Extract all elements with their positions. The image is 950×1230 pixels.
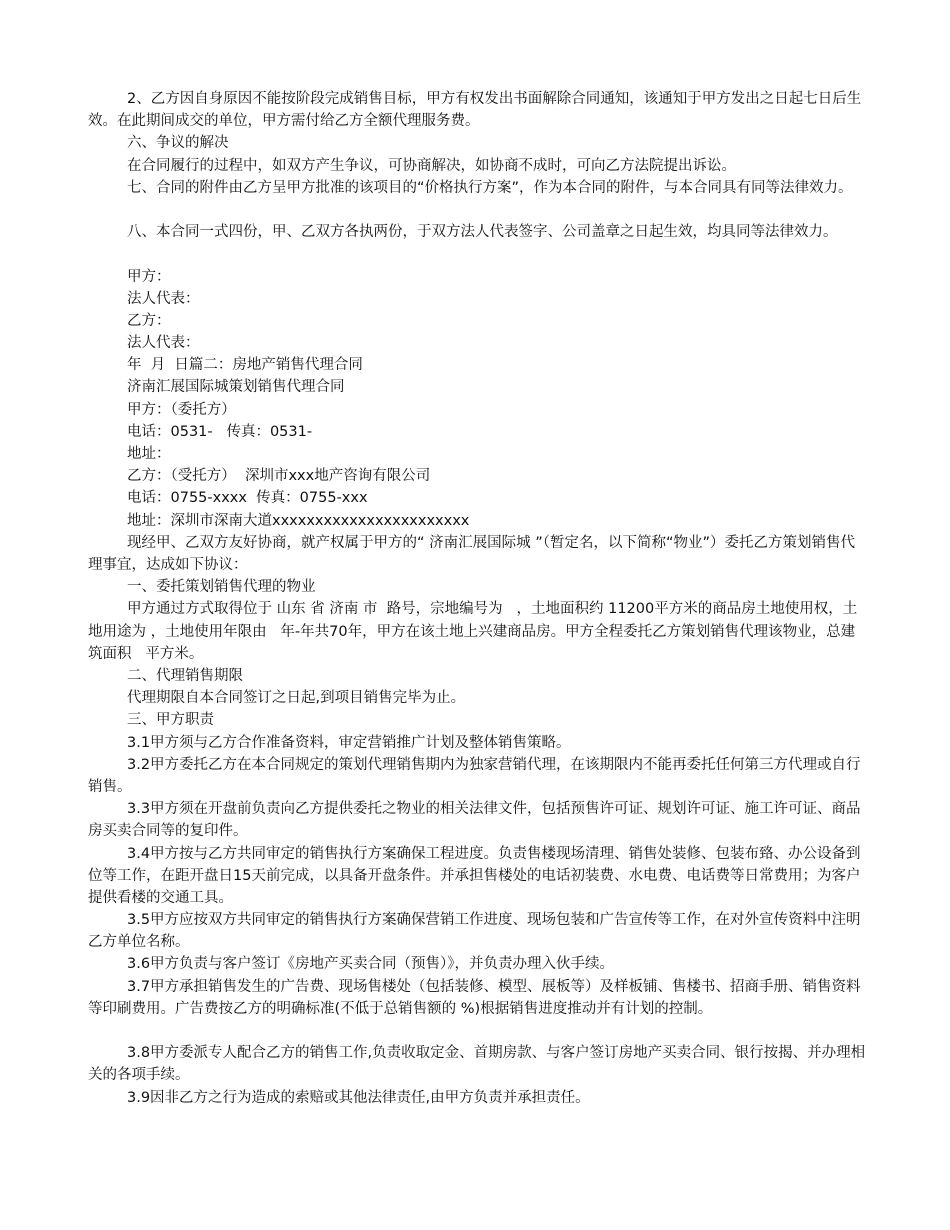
paragraph: 乙方： [127, 312, 171, 329]
paragraph: 甲方： [127, 268, 171, 285]
paragraph: 乙方：（受托方） 深圳市xxx地产咨询有限公司 [127, 468, 431, 485]
paragraph: 2、乙方因自身原因不能按阶段完成销售目标，甲方有权发出书面解除合同通知，该通知于甲方发出之日起七日后生效。在此期间成交的单位，甲方需付给乙方全额代理服务费。 [88, 91, 862, 130]
paragraph: 甲方通过方式取得位于 山东 省 济南 市 路号，宗地编号为 ，土地面积约 11200平方米的商品房土地使用权，土地用途为 ，土地使用年限由 年-年共70年，甲方在该土地上兴建商品房。甲方全程委托乙方策划销售代理该物业，总建筑面积 平方米。 [88, 601, 858, 662]
paragraph: 法人代表： [127, 290, 200, 307]
document-body [88, 88, 868, 1109]
paragraph: 3.6甲方负责与客户签订《房地产买卖合同（预售）》，并负责办理入伙手续。 [127, 956, 615, 973]
paragraph: 3.9因非乙方之行为造成的索赔或其他法律责任,由甲方负责并承担责任。 [127, 1089, 590, 1106]
paragraph: 电话：0755-xxxx 传真：0755-xxx [127, 490, 368, 507]
paragraph: 法人代表： [127, 335, 200, 352]
paragraph: 3.2甲方委托乙方在本合同规定的策划代理销售期内为独家营销代理，在该期限内不能再委托任何第三方代理或自行销售。 [88, 756, 861, 795]
paragraph: 二、代理销售期限 [127, 667, 243, 684]
paragraph: 一、委托策划销售代理的物业 [127, 579, 316, 596]
paragraph: 3.7甲方承担销售发生的广告费、现场售楼处（包括装修、模型、展板等）及样板铺、售楼书、招商手册、销售资料等印刷费用。广告费按乙方的明确标准(不低于总销售额的 %)根据销售进度推动并有计划的控制。 [88, 978, 861, 1017]
paragraph: 三、甲方职责 [127, 712, 214, 729]
paragraph: 八、本合同一式四份，甲、乙双方各执两份，于双方法人代表签字、公司盖章之日起生效，均具同等法律效力。 [127, 224, 838, 241]
paragraph: 六、争议的解决 [127, 135, 229, 152]
paragraph: 3.5甲方应按双方共同审定的销售执行方案确保营销工作进度、现场包装和广告宣传等工作，在对外宣传资料中注明乙方单位名称。 [88, 912, 861, 951]
paragraph: 3.8甲方委派专人配合乙方的销售工作,负责收取定金、首期房款、与客户签订房地产买卖合同、银行按揭、并办理相关的各项手续。 [88, 1045, 866, 1084]
paragraph: 代理期限自本合同签订之日起,到项目销售完毕为止。 [127, 690, 466, 707]
paragraph: 地址： [127, 446, 171, 463]
paragraph: 七、合同的附件由乙方呈甲方批准的该项目的“价格执行方案”，作为本合同的附件，与本合同具有同等法律效力。 [127, 179, 853, 196]
paragraph: 3.1甲方须与乙方合作准备资料，审定营销推广计划及整体销售策略。 [127, 734, 571, 751]
paragraph: 3.3甲方须在开盘前负责向乙方提供委托之物业的相关法律文件，包括预售许可证、规划许可证、施工许可证、商品房买卖合同等的复印件。 [88, 801, 861, 840]
paragraph: 现经甲、乙双方友好协商，就产权属于甲方的“ 济南汇展国际城 ”（暂定名，以下简称“物业”）委托乙方策划销售代理事宜，达成如下协议： [88, 534, 856, 573]
paragraph: 在合同履行的过程中，如双方产生争议，可协商解决，如协商不成时，可向乙方法院提出诉讼。 [127, 157, 736, 174]
paragraph: 济南汇展国际城策划销售代理合同 [127, 379, 345, 396]
paragraph: 年 月 日篇二：房地产销售代理合同 [127, 357, 363, 374]
paragraph: 地址：深圳市深南大道xxxxxxxxxxxxxxxxxxxxxxx [127, 512, 470, 529]
paragraph: 3.4甲方按与乙方共同审定的销售执行方案确保工程进度。负责售楼现场清理、销售处装修、包装布臵、办公设备到位等工作，在距开盘日15天前完成，以具备开盘条件。并承担售楼处的电话初装费、水电费、电话费等日常费用；为客户提供看楼的交通工具。 [88, 845, 861, 906]
paragraph: 甲方：（委托方） [127, 401, 236, 418]
paragraph: 电话：0531- 传真：0531- [127, 423, 313, 440]
